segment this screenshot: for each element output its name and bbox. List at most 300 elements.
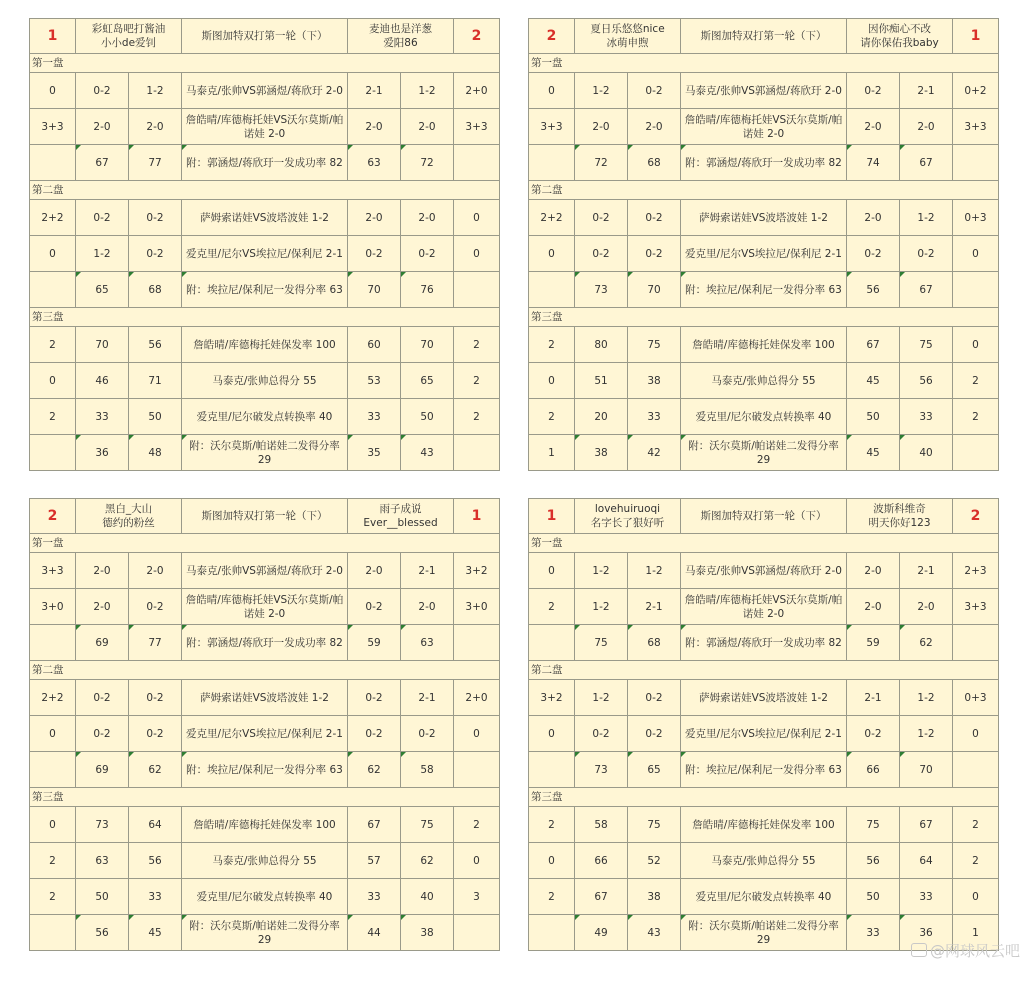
left-pick-b: 56 [129,327,182,363]
table-row [30,73,500,109]
set-label: 第三盘 [30,308,500,327]
left-points [529,752,575,788]
right-points: 2 [953,843,999,879]
left-team [575,499,681,534]
left-points: 0 [529,843,575,879]
table-row [30,752,500,788]
left-pick-b: 77 [129,145,182,181]
right-points [454,435,500,471]
left-pick-a: 73 [76,807,129,843]
right-pick-a: 75 [847,807,900,843]
left-pick-a: 69 [76,752,129,788]
prediction-table [29,18,500,471]
right-points: 3 [454,879,500,915]
left-pick-a: 50 [76,879,129,915]
right-team [348,499,454,534]
match-panel [528,18,998,471]
right-team-line-2: Ever__blessed [363,517,438,529]
left-points: 2+2 [529,200,575,236]
right-pick-b: 40 [401,879,454,915]
left-team-line-1: 夏日乐悠悠nice [590,23,665,35]
left-pick-b: 64 [129,807,182,843]
right-score: 2 [953,499,999,534]
right-pick-a: 56 [847,272,900,308]
left-points: 3+3 [529,109,575,145]
left-team [76,499,182,534]
left-pick-b: 75 [628,327,681,363]
right-pick-b: 1-2 [900,200,953,236]
table-row [30,363,500,399]
right-pick-b: 1-2 [401,73,454,109]
right-pick-b: 72 [401,145,454,181]
right-pick-b: 62 [401,843,454,879]
right-pick-b: 1-2 [900,680,953,716]
table-row [529,435,999,471]
right-pick-a: 0-2 [348,680,401,716]
right-pick-a: 0-2 [348,589,401,625]
right-points [953,435,999,471]
left-pick-a: 0-2 [76,200,129,236]
right-pick-a: 2-0 [847,589,900,625]
set-label: 第二盘 [30,181,500,200]
left-pick-a: 2-0 [76,553,129,589]
right-pick-b: 50 [401,399,454,435]
left-points: 3+0 [30,589,76,625]
right-score: 1 [953,19,999,54]
right-points: 0 [953,879,999,915]
left-points: 2+2 [30,200,76,236]
right-points: 0+3 [953,200,999,236]
left-points: 3+3 [30,553,76,589]
right-pick-a: 70 [348,272,401,308]
question-cell: 马泰克/张帅总得分 55 [681,363,847,399]
left-pick-a: 1-2 [575,589,628,625]
left-pick-a: 0-2 [76,716,129,752]
right-pick-b: 33 [900,879,953,915]
left-points: 2 [529,399,575,435]
question-cell: 爱克里/尼尔破发点转换率 40 [182,399,348,435]
right-points: 2+3 [953,553,999,589]
question-cell: 附：郭涵煜/蒋欣玗一发成功率 82 [182,145,348,181]
question-cell: 附：郭涵煜/蒋欣玗一发成功率 82 [182,625,348,661]
table-row [30,399,500,435]
question-cell: 爱克里/尼尔破发点转换率 40 [681,879,847,915]
left-score: 2 [30,499,76,534]
right-points: 0 [454,236,500,272]
right-pick-a: 45 [847,435,900,471]
right-points: 0 [454,843,500,879]
right-team-line-1: 雨子成说 [379,503,422,515]
right-pick-a: 0-2 [847,236,900,272]
left-points [30,752,76,788]
question-cell: 萨姆索诺娃VS波塔波娃 1-2 [182,680,348,716]
left-pick-a: 20 [575,399,628,435]
set-label: 第一盘 [30,54,500,73]
left-points: 3+2 [529,680,575,716]
set-label: 第三盘 [529,308,999,327]
set-header-row [529,54,999,73]
right-pick-a: 74 [847,145,900,181]
left-pick-b: 68 [628,145,681,181]
table-row [529,680,999,716]
question-cell: 詹皓晴/库德梅托娃VS沃尔莫斯/帕诺娃 2-0 [681,589,847,625]
right-pick-b: 67 [900,807,953,843]
table-row [30,807,500,843]
right-pick-b: 1-2 [900,716,953,752]
prediction-table [528,498,999,951]
table-row [30,236,500,272]
right-pick-b: 0-2 [401,236,454,272]
question-cell: 詹皓晴/库德梅托娃VS沃尔莫斯/帕诺娃 2-0 [182,589,348,625]
left-pick-a: 49 [575,915,628,951]
right-pick-b: 2-1 [401,680,454,716]
left-team [575,19,681,54]
table-row [30,272,500,308]
left-points: 2+2 [30,680,76,716]
right-pick-a: 67 [847,327,900,363]
table-row [30,625,500,661]
right-pick-a: 59 [847,625,900,661]
left-points: 0 [529,553,575,589]
right-pick-b: 62 [900,625,953,661]
right-points [454,272,500,308]
set-header-row [30,181,500,200]
right-points: 2 [953,399,999,435]
question-cell: 附：埃拉尼/保利尼一发得分率 63 [182,752,348,788]
set-header-row [30,788,500,807]
question-cell: 附：沃尔莫斯/帕诺娃二发得分率 29 [681,435,847,471]
set-label: 第二盘 [529,661,999,680]
right-pick-a: 0-2 [847,716,900,752]
left-points: 0 [30,236,76,272]
left-points: 0 [30,363,76,399]
right-points: 2 [454,327,500,363]
right-points: 0 [454,200,500,236]
left-points: 2 [30,327,76,363]
left-pick-b: 42 [628,435,681,471]
left-pick-a: 80 [575,327,628,363]
right-pick-b: 75 [900,327,953,363]
left-points [30,272,76,308]
header-row [529,19,999,54]
right-pick-b: 2-0 [401,109,454,145]
right-pick-b: 64 [900,843,953,879]
left-points: 0 [529,73,575,109]
left-pick-a: 2-0 [575,109,628,145]
left-pick-a: 73 [575,272,628,308]
left-points: 2 [529,879,575,915]
right-pick-a: 62 [348,752,401,788]
set-label: 第二盘 [529,181,999,200]
left-pick-b: 1-2 [628,553,681,589]
right-pick-b: 58 [401,752,454,788]
left-points: 2 [30,879,76,915]
match-title: 斯图加特双打第一轮（下） [681,19,847,54]
left-points [529,145,575,181]
right-points: 3+2 [454,553,500,589]
right-pick-b: 2-1 [900,73,953,109]
table-row [30,435,500,471]
question-cell: 詹皓晴/库德梅托娃保发率 100 [182,807,348,843]
question-cell: 爱克里/尼尔破发点转换率 40 [681,399,847,435]
table-row [529,399,999,435]
right-pick-a: 33 [847,915,900,951]
left-pick-a: 63 [76,843,129,879]
left-pick-a: 0-2 [76,680,129,716]
left-pick-a: 1-2 [76,236,129,272]
set-header-row [529,788,999,807]
right-pick-a: 2-0 [847,109,900,145]
right-pick-b: 2-0 [900,109,953,145]
right-pick-b: 33 [900,399,953,435]
question-cell: 附：郭涵煜/蒋欣玗一发成功率 82 [681,145,847,181]
right-pick-b: 43 [401,435,454,471]
right-points: 2+0 [454,73,500,109]
left-pick-a: 51 [575,363,628,399]
left-pick-a: 66 [575,843,628,879]
right-team [348,19,454,54]
right-pick-a: 2-0 [348,109,401,145]
right-pick-b: 2-1 [401,553,454,589]
right-points: 3+3 [454,109,500,145]
left-pick-b: 65 [628,752,681,788]
weibo-camera-icon [911,943,927,957]
left-pick-b: 62 [129,752,182,788]
right-pick-b: 56 [900,363,953,399]
question-cell: 詹皓晴/库德梅托娃保发率 100 [681,807,847,843]
left-pick-a: 36 [76,435,129,471]
right-pick-a: 33 [348,399,401,435]
left-pick-b: 56 [129,843,182,879]
left-team-line-2: 名字长了狠好听 [590,517,665,529]
right-points: 2 [454,807,500,843]
left-points: 3+3 [30,109,76,145]
left-pick-b: 2-0 [129,553,182,589]
left-pick-b: 38 [628,363,681,399]
left-points [30,915,76,951]
right-team-line-1: 麦迪也是洋葱 [369,23,432,35]
question-cell: 萨姆索诺娃VS波塔波娃 1-2 [681,200,847,236]
table-row [529,752,999,788]
left-pick-b: 0-2 [628,716,681,752]
right-points: 0 [454,716,500,752]
right-pick-a: 0-2 [348,716,401,752]
set-header-row [30,308,500,327]
table-row [30,109,500,145]
watermark [911,940,1020,961]
question-cell: 附：埃拉尼/保利尼一发得分率 63 [681,272,847,308]
question-cell: 马泰克/张帅总得分 55 [182,363,348,399]
left-pick-b: 1-2 [129,73,182,109]
right-pick-b: 0-2 [900,236,953,272]
left-points: 2 [529,807,575,843]
left-points: 2 [30,843,76,879]
right-points: 2 [454,399,500,435]
table-row [30,915,500,951]
table-row [529,807,999,843]
right-pick-a: 2-0 [348,200,401,236]
left-pick-a: 1-2 [575,553,628,589]
table-row [529,109,999,145]
table-row [30,843,500,879]
left-pick-b: 2-1 [628,589,681,625]
left-pick-b: 0-2 [628,680,681,716]
right-pick-a: 56 [847,843,900,879]
question-cell: 马泰克/张帅VS郭涵煜/蒋欣玗 2-0 [681,553,847,589]
table-row [529,236,999,272]
left-pick-b: 33 [628,399,681,435]
question-cell: 附：沃尔莫斯/帕诺娃二发得分率 29 [681,915,847,951]
set-label: 第三盘 [529,788,999,807]
right-pick-a: 59 [348,625,401,661]
left-pick-a: 1-2 [575,73,628,109]
left-pick-a: 0-2 [76,73,129,109]
table-row [529,73,999,109]
table-row [529,145,999,181]
right-points [953,145,999,181]
right-points: 0+2 [953,73,999,109]
table-row [30,553,500,589]
question-cell: 附：郭涵煜/蒋欣玗一发成功率 82 [681,625,847,661]
question-cell: 詹皓晴/库德梅托娃VS沃尔莫斯/帕诺娃 2-0 [681,109,847,145]
left-pick-a: 58 [575,807,628,843]
left-pick-a: 75 [575,625,628,661]
left-pick-a: 33 [76,399,129,435]
set-label: 第二盘 [30,661,500,680]
right-pick-b: 2-0 [900,589,953,625]
table-row [529,843,999,879]
left-pick-b: 0-2 [129,589,182,625]
table-row [529,879,999,915]
right-points: 3+0 [454,589,500,625]
right-pick-a: 60 [348,327,401,363]
right-points [953,625,999,661]
right-points: 2 [454,363,500,399]
left-pick-b: 0-2 [129,680,182,716]
right-points: 3+3 [953,589,999,625]
left-points [529,915,575,951]
left-team-line-2: 德约的粉丝 [102,517,155,529]
left-pick-a: 46 [76,363,129,399]
right-pick-b: 67 [900,145,953,181]
header-row [30,19,500,54]
table-row [30,145,500,181]
question-cell: 附：埃拉尼/保利尼一发得分率 63 [681,752,847,788]
prediction-table [528,18,999,471]
right-pick-a: 33 [348,879,401,915]
watermark-text: @网球风云吧 [929,942,1020,960]
left-points [529,272,575,308]
left-points [30,435,76,471]
right-team-line-1: 波斯科维奇 [873,503,926,515]
left-pick-b: 0-2 [129,716,182,752]
right-points [454,752,500,788]
match-panel [29,18,499,471]
question-cell: 爱克里/尼尔VS埃拉尼/保利尼 2-1 [681,236,847,272]
table-row [30,879,500,915]
set-header-row [529,308,999,327]
left-pick-b: 0-2 [628,200,681,236]
set-header-row [529,181,999,200]
left-pick-a: 67 [76,145,129,181]
left-pick-b: 75 [628,807,681,843]
table-row [529,553,999,589]
left-team-line-2: 小小de爱钊 [100,37,157,49]
match-title: 斯图加特双打第一轮（下） [681,499,847,534]
question-cell: 马泰克/张帅VS郭涵煜/蒋欣玗 2-0 [182,73,348,109]
table-row [529,327,999,363]
left-points [529,625,575,661]
left-pick-a: 0-2 [575,200,628,236]
question-cell: 马泰克/张帅VS郭涵煜/蒋欣玗 2-0 [182,553,348,589]
right-pick-b: 2-0 [401,589,454,625]
left-pick-b: 77 [129,625,182,661]
left-pick-b: 2-0 [628,109,681,145]
left-pick-b: 38 [628,879,681,915]
left-points: 0 [30,73,76,109]
left-pick-a: 0-2 [575,716,628,752]
left-points: 0 [529,363,575,399]
question-cell: 詹皓晴/库德梅托娃VS沃尔莫斯/帕诺娃 2-0 [182,109,348,145]
right-points [454,145,500,181]
right-pick-b: 63 [401,625,454,661]
question-cell: 詹皓晴/库德梅托娃保发率 100 [681,327,847,363]
right-points: 3+3 [953,109,999,145]
left-pick-b: 0-2 [129,236,182,272]
right-score: 1 [454,499,500,534]
left-pick-b: 0-2 [628,73,681,109]
left-score: 1 [30,19,76,54]
left-points: 2 [30,399,76,435]
left-pick-a: 67 [575,879,628,915]
set-header-row [30,54,500,73]
right-pick-b: 70 [900,752,953,788]
left-pick-b: 71 [129,363,182,399]
left-pick-a: 56 [76,915,129,951]
right-pick-a: 63 [348,145,401,181]
left-points: 2 [529,327,575,363]
right-points: 1 [953,915,999,951]
right-points: 2+0 [454,680,500,716]
left-points: 0 [30,807,76,843]
left-points: 2 [529,589,575,625]
table-row [30,680,500,716]
set-header-row [529,534,999,553]
right-team-line-2: 爱阳86 [383,37,418,49]
set-label: 第一盘 [30,534,500,553]
question-cell: 萨姆索诺娃VS波塔波娃 1-2 [681,680,847,716]
question-cell: 爱克里/尼尔VS埃拉尼/保利尼 2-1 [681,716,847,752]
question-cell: 附：沃尔莫斯/帕诺娃二发得分率 29 [182,915,348,951]
table-row [30,327,500,363]
right-points: 0 [953,327,999,363]
right-pick-a: 2-0 [348,553,401,589]
left-points [30,145,76,181]
header-row [30,499,500,534]
right-team-line-2: 请你保佑我baby [860,37,939,49]
table-row [529,200,999,236]
table-row [529,272,999,308]
right-pick-a: 2-1 [348,73,401,109]
left-score: 2 [529,19,575,54]
right-pick-a: 0-2 [348,236,401,272]
right-pick-b: 40 [900,435,953,471]
question-cell: 爱克里/尼尔VS埃拉尼/保利尼 2-1 [182,236,348,272]
left-pick-b: 0-2 [628,236,681,272]
question-cell: 萨姆索诺娃VS波塔波娃 1-2 [182,200,348,236]
right-points [454,915,500,951]
left-team-line-1: lovehuiruoqi [594,503,661,515]
